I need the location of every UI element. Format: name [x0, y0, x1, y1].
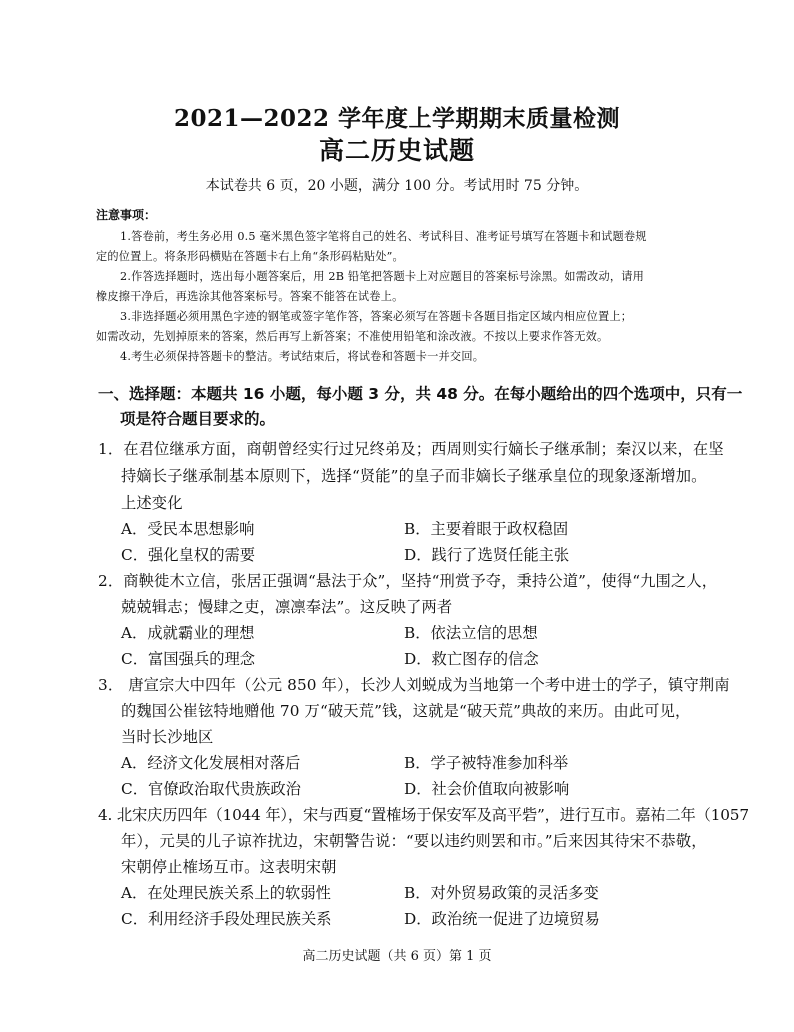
question-text: 持嫡长子继承制基本原则下，选择“贤能”的皇子而非嫡长子继承皇位的现象逐渐增加。	[121, 467, 707, 485]
option-b: B．依法立信的思想	[404, 624, 538, 642]
note-line: 橡皮擦干净后，再选涂其他答案标号。答案不能答在试卷上。	[96, 290, 404, 303]
option-d: D．践行了选贤任能主张	[404, 546, 570, 564]
note-line: 定的位置上。将条形码横贴在答题卡右上角“条形码粘贴处”。	[96, 250, 404, 263]
option-c: C．富国强兵的理念	[121, 650, 256, 668]
note-line: 4.考生必须保持答题卡的整洁。考试结束后，将试卷和答题卡一并交回。	[120, 350, 485, 363]
question-text: 的魏国公崔铉特地赠他 70 万“破天荒”钱，这就是“破天荒”典故的来历。由此可见，	[121, 702, 691, 720]
question-text: 3． 唐宣宗大中四年（公元 850 年），长沙人刘蜕成为当地第一个考中进士的学子，镇守荆南	[98, 676, 730, 694]
option-b: B．学子被特准参加科举	[404, 754, 569, 772]
note-line: 1.答卷前，考生务必用 0.5 毫米黑色签字笔将自己的姓名、考试科目、准考证号填写在答题卡和试题卷规	[120, 230, 647, 243]
option-a: A．成就霸业的理想	[121, 624, 255, 642]
question-text: 年），元昊的儿子谅祚扰边，宋朝警告说：“要以违约则罢和市。”后来因其待宋不恭敬，	[121, 832, 707, 850]
option-b: B．主要着眼于政权稳固	[404, 520, 569, 538]
exam-info: 本试卷共 6 页，20 小题，满分 100 分。考试用时 75 分钟。	[205, 178, 589, 194]
option-c: C．官僚政治取代贵族政治	[121, 780, 301, 798]
option-a: A．在处理民族关系上的软弱性	[121, 884, 331, 902]
page-footer: 高二历史试题（共 6 页）第 1 页	[302, 949, 492, 964]
note-line: 2.作答选择题时，选出每小题答案后，用 2B 铅笔把答题卡上对应题目的答案标号涂黑。如需改动，请用	[120, 270, 644, 283]
section-heading: 一、选择题：本题共 16 小题，每小题 3 分，共 48 分。在每小题给出的四个选项中，只有一	[98, 385, 743, 403]
note-line: 如需改动，先划掉原来的答案，然后再写上新答案；不准使用铅笔和涂改液。不按以上要求作答无效。	[96, 330, 609, 343]
option-d: D．救亡图存的信念	[404, 650, 539, 668]
question-text: 2．商鞅徙木立信，张居正强调“悬法于众”，坚持“刑赏予夺，秉持公道”，使得“九围之人，	[98, 572, 718, 590]
option-c: C．利用经济手段处理民族关系	[121, 910, 332, 928]
section-heading-cont: 项是符合题目要求的。	[120, 410, 276, 428]
question-text: 宋朝停止榷场互市。这表明宋朝	[121, 858, 337, 876]
subject-title: 高二历史试题	[318, 136, 475, 165]
question-text: 兢兢辑志；慢肆之吏，凛凛奉法”。这反映了两者	[121, 598, 453, 616]
exam-title: 2021—2022 学年度上学期期末质量检测	[173, 105, 621, 132]
question-text: 1．在君位继承方面，商朝曾经实行过兄终弟及；西周则实行嫡长子继承制；秦汉以来，在坚	[98, 440, 724, 458]
option-a: A．受民本思想影响	[121, 520, 255, 538]
option-d: D．政治统一促进了边境贸易	[404, 910, 600, 928]
question-text: 上述变化	[121, 494, 183, 512]
question-text: 4. 北宋庆历四年（1044 年），宋与西夏“置榷场于保安军及高平砦”，进行互市。嘉祐二年（1057	[98, 806, 749, 824]
option-a: A．经济文化发展相对落后	[121, 754, 301, 772]
question-text: 当时长沙地区	[121, 728, 214, 746]
option-d: D．社会价值取向被影响	[404, 780, 570, 798]
note-line: 3.非选择题必须用黑色字迹的钢笔或签字笔作答，答案必须写在答题卡各题目指定区域内相应位置上；	[120, 310, 633, 323]
option-b: B．对外贸易政策的灵活多变	[404, 884, 599, 902]
notes-heading: 注意事项：	[96, 208, 157, 222]
option-c: C．强化皇权的需要	[121, 546, 256, 564]
